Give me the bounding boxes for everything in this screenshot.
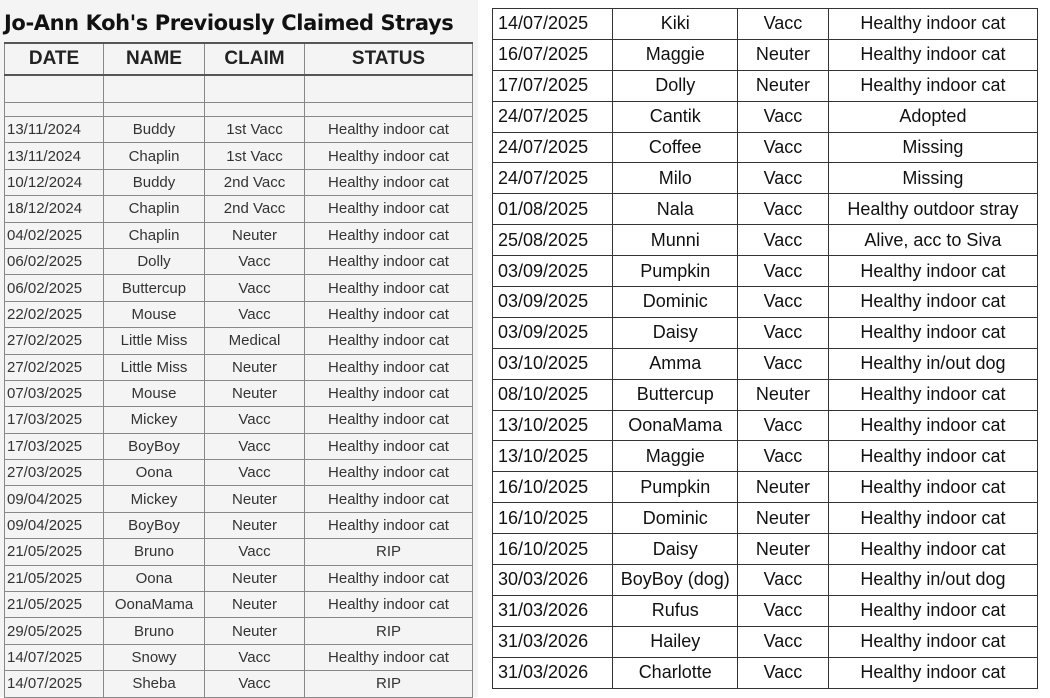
date-cell: 27/03/2025 (5, 460, 104, 486)
claim-cell: Vacc (738, 194, 829, 225)
table-row (5, 275, 473, 301)
status-cell: Healthy indoor cat (305, 460, 473, 486)
name-cell: Maggie (613, 441, 738, 472)
claim-cell: Vacc (205, 248, 305, 274)
date-cell: 06/02/2025 (5, 248, 104, 274)
date-cell: 13/10/2025 (493, 441, 613, 472)
date-cell: 25/08/2025 (493, 225, 613, 256)
table-row (5, 301, 473, 327)
page-title: Jo-Ann Koh's Previously Claimed Strays (4, 11, 454, 35)
status-cell: Healthy indoor cat (305, 275, 473, 301)
claim-cell: Vacc (738, 348, 829, 379)
name-cell: Maggie (613, 39, 738, 70)
status-cell: Healthy indoor cat (828, 410, 1037, 441)
name-cell: OonaMama (104, 592, 205, 618)
date-cell: 13/10/2025 (493, 410, 613, 441)
table-row (493, 565, 1038, 596)
name-cell: Chaplin (104, 222, 205, 248)
name-cell: Mickey (104, 407, 205, 433)
table-row (5, 380, 473, 406)
table-row (493, 348, 1038, 379)
claim-cell: Vacc (738, 657, 829, 688)
table-row (493, 256, 1038, 287)
name-cell: Bruno (104, 618, 205, 644)
status-cell: RIP (305, 618, 473, 644)
name-cell: BoyBoy (104, 512, 205, 538)
status-cell: Healthy indoor cat (305, 407, 473, 433)
status-cell: Healthy indoor cat (828, 287, 1037, 318)
claim-cell: Vacc (738, 9, 829, 40)
claim-cell: Vacc (205, 644, 305, 670)
status-cell: Healthy outdoor stray (828, 194, 1037, 225)
date-cell: 21/05/2025 (5, 565, 104, 591)
name-cell: Dominic (613, 503, 738, 534)
date-cell: 16/10/2025 (493, 503, 613, 534)
status-cell: Healthy indoor cat (305, 117, 473, 143)
claims-table-right (492, 8, 1038, 689)
claim-cell: Medical (205, 328, 305, 354)
table-row (5, 460, 473, 486)
date-cell: 31/03/2026 (493, 595, 613, 626)
table-row (5, 671, 473, 697)
table-row (493, 472, 1038, 503)
date-cell: 07/03/2025 (5, 380, 104, 406)
name-cell: Mouse (104, 380, 205, 406)
status-cell: Healthy indoor cat (828, 317, 1037, 348)
date-cell: 24/07/2025 (493, 132, 613, 163)
name-cell: Buddy (104, 117, 205, 143)
date-cell: 01/08/2025 (493, 194, 613, 225)
status-cell: Healthy indoor cat (828, 379, 1037, 410)
claim-cell: Neuter (205, 592, 305, 618)
date-cell: 27/02/2025 (5, 354, 104, 380)
table-row (5, 169, 473, 195)
name-cell: Dolly (613, 70, 738, 101)
date-cell: 06/02/2025 (5, 275, 104, 301)
name-cell: Hailey (613, 626, 738, 657)
status-cell: Healthy indoor cat (305, 512, 473, 538)
status-cell: Healthy indoor cat (305, 222, 473, 248)
name-cell: Kiki (613, 9, 738, 40)
status-cell: Healthy indoor cat (305, 486, 473, 512)
claim-cell: 2nd Vacc (205, 169, 305, 195)
blank-row (5, 75, 473, 103)
date-cell: 21/05/2025 (5, 539, 104, 565)
claim-cell: Neuter (205, 354, 305, 380)
status-cell: Healthy indoor cat (305, 565, 473, 591)
name-cell: Dominic (613, 287, 738, 318)
claim-cell: Vacc (738, 441, 829, 472)
claim-cell: Vacc (738, 565, 829, 596)
date-cell: 13/11/2024 (5, 143, 104, 169)
name-cell: Mickey (104, 486, 205, 512)
date-cell: 27/02/2025 (5, 328, 104, 354)
name-cell: Dolly (104, 248, 205, 274)
table-row (493, 379, 1038, 410)
date-cell: 03/09/2025 (493, 317, 613, 348)
date-cell: 16/10/2025 (493, 534, 613, 565)
claim-cell: Neuter (738, 39, 829, 70)
claim-cell: Vacc (738, 626, 829, 657)
claim-cell: Neuter (205, 512, 305, 538)
date-cell: 03/10/2025 (493, 348, 613, 379)
table-row (493, 657, 1038, 688)
date-cell: 04/02/2025 (5, 222, 104, 248)
claim-cell: Neuter (205, 486, 305, 512)
status-cell: Healthy in/out dog (828, 348, 1037, 379)
table-row (5, 196, 473, 222)
claim-cell: Neuter (738, 472, 829, 503)
claim-cell: Vacc (738, 595, 829, 626)
status-cell: Missing (828, 163, 1037, 194)
header-row (5, 43, 473, 75)
status-cell: Healthy indoor cat (828, 534, 1037, 565)
claim-cell: Neuter (738, 70, 829, 101)
right-panel (492, 0, 1050, 697)
table-row (493, 534, 1038, 565)
status-cell: Healthy indoor cat (305, 592, 473, 618)
table-row (5, 433, 473, 459)
status-cell: Alive, acc to Siva (828, 225, 1037, 256)
table-row (493, 441, 1038, 472)
claim-cell: Vacc (738, 132, 829, 163)
status-cell: Healthy indoor cat (828, 256, 1037, 287)
date-cell: 18/12/2024 (5, 196, 104, 222)
name-cell: BoyBoy (104, 433, 205, 459)
name-cell: Chaplin (104, 196, 205, 222)
claim-cell: Neuter (738, 503, 829, 534)
claim-cell: Vacc (205, 275, 305, 301)
status-cell: Healthy indoor cat (828, 39, 1037, 70)
table-row (5, 117, 473, 143)
name-cell: Mouse (104, 301, 205, 327)
date-cell: 16/10/2025 (493, 472, 613, 503)
table-row (493, 194, 1038, 225)
date-cell: 21/05/2025 (5, 592, 104, 618)
claim-cell: Neuter (205, 222, 305, 248)
name-cell: Oona (104, 460, 205, 486)
table-row (5, 143, 473, 169)
status-cell: Healthy indoor cat (305, 196, 473, 222)
table-row (5, 512, 473, 538)
name-cell: Cantik (613, 101, 738, 132)
claim-cell: Vacc (738, 225, 829, 256)
name-cell: Pumpkin (613, 472, 738, 503)
date-cell: 14/07/2025 (493, 9, 613, 40)
name-cell: Nala (613, 194, 738, 225)
table-row (5, 248, 473, 274)
table-row (493, 503, 1038, 534)
claim-cell: 2nd Vacc (205, 196, 305, 222)
status-cell: Healthy indoor cat (305, 169, 473, 195)
name-header: NAME (104, 43, 205, 75)
table-row (5, 565, 473, 591)
right-table-body (493, 9, 1038, 689)
date-cell: 30/03/2026 (493, 565, 613, 596)
name-cell: Pumpkin (613, 256, 738, 287)
claim-cell: Vacc (738, 317, 829, 348)
claim-cell: Vacc (738, 410, 829, 441)
claim-cell: Vacc (738, 256, 829, 287)
date-cell: 14/07/2025 (5, 644, 104, 670)
table-row (5, 407, 473, 433)
status-cell: Healthy indoor cat (305, 301, 473, 327)
name-cell: Coffee (613, 132, 738, 163)
status-cell: Healthy indoor cat (305, 328, 473, 354)
name-cell: BoyBoy (dog) (613, 565, 738, 596)
table-row (493, 70, 1038, 101)
name-cell: Snowy (104, 644, 205, 670)
name-cell: Daisy (613, 534, 738, 565)
table-row (493, 287, 1038, 318)
date-cell: 17/03/2025 (5, 433, 104, 459)
status-cell: Healthy indoor cat (828, 626, 1037, 657)
status-cell: Healthy indoor cat (828, 472, 1037, 503)
name-cell: Oona (104, 565, 205, 591)
date-cell: 13/11/2024 (5, 117, 104, 143)
status-cell: Healthy indoor cat (828, 441, 1037, 472)
claim-cell: Vacc (205, 301, 305, 327)
claim-header: CLAIM (205, 43, 305, 75)
date-cell: 29/05/2025 (5, 618, 104, 644)
status-cell: RIP (305, 671, 473, 697)
date-cell: 17/03/2025 (5, 407, 104, 433)
claim-cell: Vacc (205, 671, 305, 697)
name-cell: Rufus (613, 595, 738, 626)
date-cell: 22/02/2025 (5, 301, 104, 327)
claim-cell: Neuter (738, 534, 829, 565)
table-row (5, 222, 473, 248)
date-cell: 16/07/2025 (493, 39, 613, 70)
claim-cell: Vacc (205, 433, 305, 459)
claim-cell: Neuter (205, 618, 305, 644)
claim-cell: Vacc (205, 539, 305, 565)
status-cell: Healthy indoor cat (305, 644, 473, 670)
table-row (493, 317, 1038, 348)
date-cell: 31/03/2026 (493, 626, 613, 657)
table-row (5, 618, 473, 644)
date-cell: 09/04/2025 (5, 512, 104, 538)
table-row (5, 539, 473, 565)
status-cell: Healthy indoor cat (305, 433, 473, 459)
status-cell: Healthy in/out dog (828, 565, 1037, 596)
date-cell: 17/07/2025 (493, 70, 613, 101)
status-cell: Healthy indoor cat (305, 143, 473, 169)
claim-cell: 1st Vacc (205, 117, 305, 143)
status-cell: Healthy indoor cat (305, 380, 473, 406)
name-cell: Buttercup (104, 275, 205, 301)
name-cell: Charlotte (613, 657, 738, 688)
table-row (5, 486, 473, 512)
name-cell: Little Miss (104, 354, 205, 380)
name-cell: Bruno (104, 539, 205, 565)
claim-cell: Neuter (205, 380, 305, 406)
panel-divider (478, 0, 492, 697)
left-table-body (5, 75, 473, 697)
claim-cell: Vacc (738, 287, 829, 318)
name-cell: Buttercup (613, 379, 738, 410)
date-cell: 03/09/2025 (493, 287, 613, 318)
table-row (493, 163, 1038, 194)
table-row (493, 410, 1038, 441)
status-cell: Healthy indoor cat (828, 657, 1037, 688)
status-cell: Healthy indoor cat (828, 9, 1037, 40)
table-row (493, 39, 1038, 70)
date-cell: 24/07/2025 (493, 101, 613, 132)
name-cell: Munni (613, 225, 738, 256)
status-cell: Missing (828, 132, 1037, 163)
spacer-row (5, 103, 473, 117)
table-row (5, 644, 473, 670)
date-cell: 10/12/2024 (5, 169, 104, 195)
status-cell: Adopted (828, 101, 1037, 132)
name-cell: Milo (613, 163, 738, 194)
claim-cell: Neuter (205, 565, 305, 591)
table-row (5, 354, 473, 380)
status-cell: RIP (305, 539, 473, 565)
table-row (493, 101, 1038, 132)
status-cell: Healthy indoor cat (828, 595, 1037, 626)
date-header: DATE (5, 43, 104, 75)
table-row (493, 132, 1038, 163)
date-cell: 31/03/2026 (493, 657, 613, 688)
claims-table-left (4, 42, 473, 698)
claim-cell: Neuter (738, 379, 829, 410)
table-row (493, 9, 1038, 40)
claim-cell: Vacc (205, 407, 305, 433)
claim-cell: Vacc (205, 460, 305, 486)
status-cell: Healthy indoor cat (305, 354, 473, 380)
status-cell: Healthy indoor cat (828, 503, 1037, 534)
name-cell: Buddy (104, 169, 205, 195)
name-cell: OonaMama (613, 410, 738, 441)
table-row (5, 328, 473, 354)
table-row (493, 225, 1038, 256)
status-cell: Healthy indoor cat (828, 70, 1037, 101)
claim-cell: 1st Vacc (205, 143, 305, 169)
table-row (493, 595, 1038, 626)
date-cell: 08/10/2025 (493, 379, 613, 410)
name-cell: Daisy (613, 317, 738, 348)
claim-cell: Vacc (738, 101, 829, 132)
name-cell: Little Miss (104, 328, 205, 354)
date-cell: 09/04/2025 (5, 486, 104, 512)
status-cell: Healthy indoor cat (305, 248, 473, 274)
left-panel (0, 0, 478, 697)
date-cell: 14/07/2025 (5, 671, 104, 697)
name-cell: Chaplin (104, 143, 205, 169)
date-cell: 24/07/2025 (493, 163, 613, 194)
date-cell: 03/09/2025 (493, 256, 613, 287)
table-row (5, 592, 473, 618)
name-cell: Sheba (104, 671, 205, 697)
claim-cell: Vacc (738, 163, 829, 194)
name-cell: Amma (613, 348, 738, 379)
table-row (493, 626, 1038, 657)
status-header: STATUS (305, 43, 473, 75)
